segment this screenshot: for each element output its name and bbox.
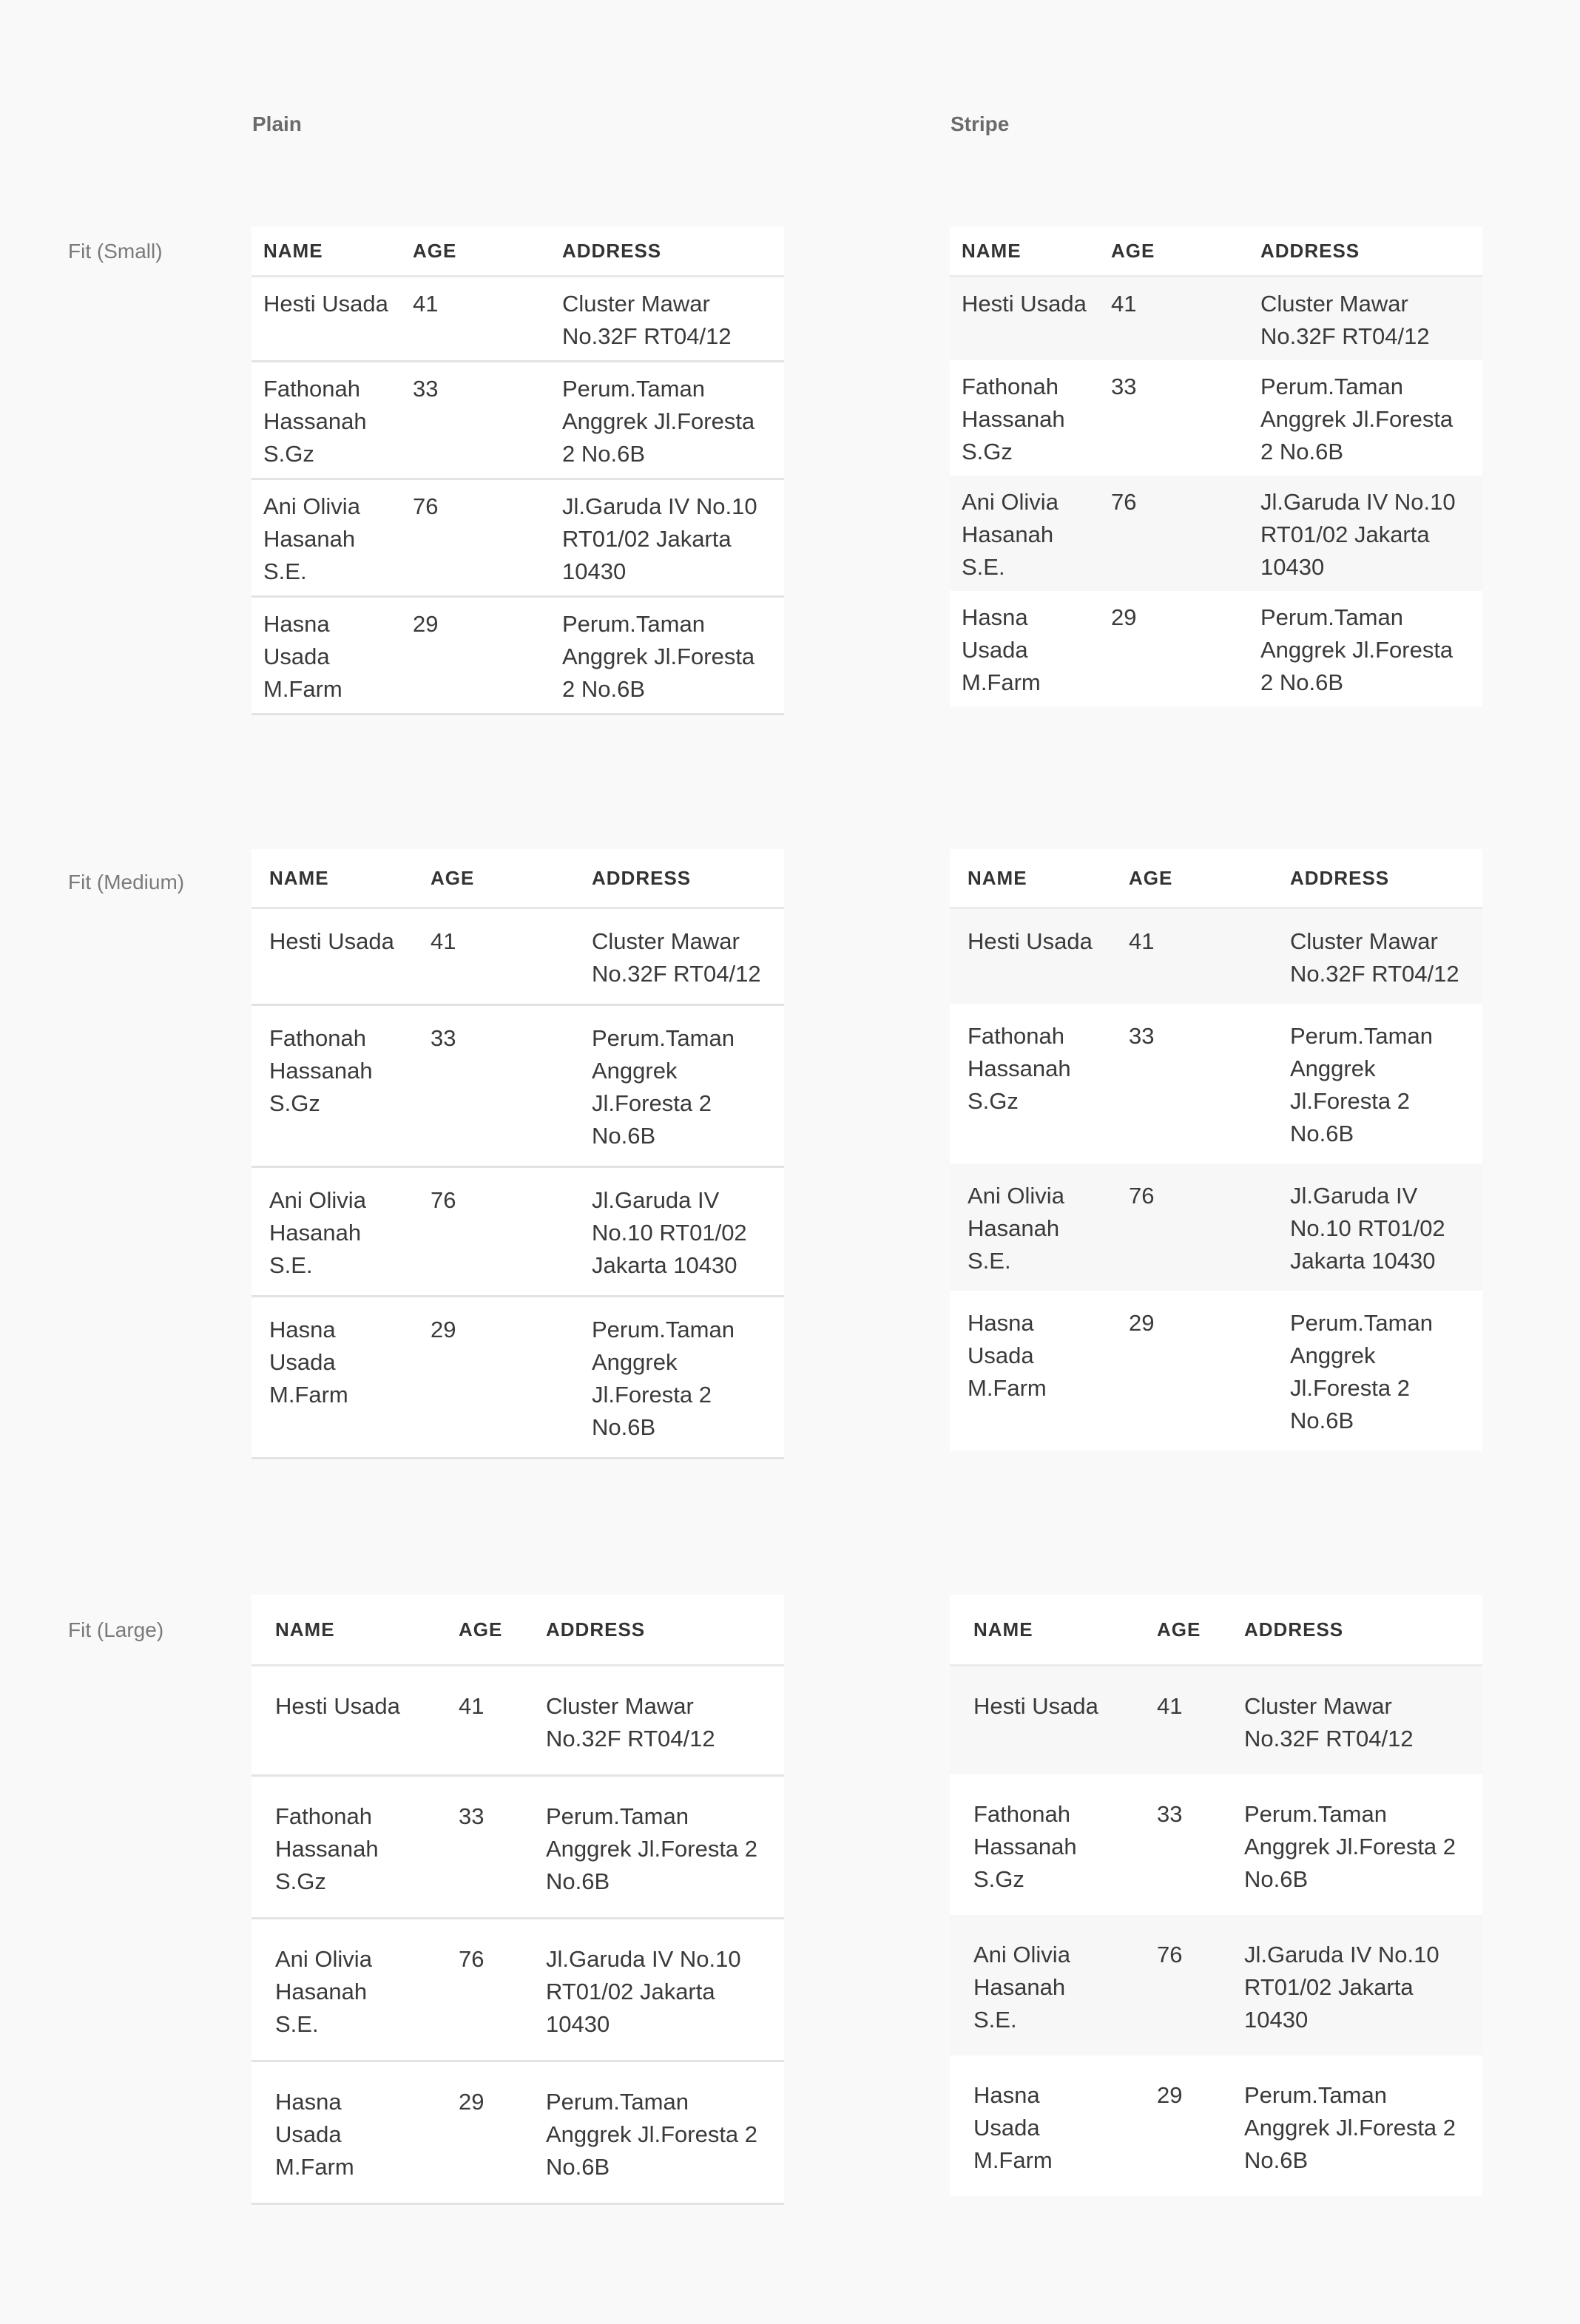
cell-addr: Perum.Taman Anggrek Jl.Foresta 2 No.6B: [562, 611, 755, 702]
table-row[interactable]: [950, 1915, 1482, 2056]
cell-age: 76: [459, 1946, 485, 1972]
row-label-large: Fit (Large): [68, 1618, 164, 1641]
cell-name: Ani Olivia Hasanah S.E.: [263, 493, 360, 584]
cell-age: 76: [1129, 1183, 1155, 1209]
cell-addr: Perum.Taman Anggrek Jl.Foresta 2 No.6B: [1260, 374, 1454, 465]
table-row[interactable]: [251, 362, 784, 479]
cell-name: Hesti Usada: [263, 291, 388, 317]
column-header-addr[interactable]: ADDRESS: [1244, 1618, 1344, 1641]
cell-name: Hesti Usada: [269, 928, 394, 954]
cell-age: 76: [1157, 1942, 1183, 1967]
column-header-age[interactable]: AGE: [413, 240, 457, 262]
table-row[interactable]: [950, 1291, 1482, 1450]
table-row[interactable]: [950, 476, 1482, 591]
cell-addr: Cluster Mawar No.32F RT04/12: [592, 928, 761, 987]
column-header-name[interactable]: NAME: [962, 240, 1022, 262]
column-header-name[interactable]: NAME: [968, 867, 1027, 889]
cell-addr: Perum.Taman Anggrek Jl.Foresta 2 No.6B: [1260, 604, 1454, 695]
table-row[interactable]: [251, 1005, 784, 1167]
table-row[interactable]: [251, 479, 784, 597]
cell-addr: Perum.Taman Anggrek Jl.Foresta 2 No.6B: [592, 1025, 735, 1149]
cell-age: 29: [431, 1317, 456, 1342]
cell-name: Ani Olivia Hasanah S.E.: [973, 1942, 1070, 2033]
cell-age: 33: [1111, 374, 1137, 399]
cell-addr: Perum.Taman Anggrek Jl.Foresta 2 No.6B: [562, 376, 755, 467]
table-row[interactable]: [251, 908, 784, 1005]
cell-addr: Jl.Garuda IV No.10 RT01/02 Jakarta 10430: [546, 1946, 741, 2037]
cell-addr: Jl.Garuda IV No.10 RT01/02 Jakarta 10430: [1260, 489, 1456, 580]
cell-name: Hesti Usada: [275, 1693, 400, 1719]
table-row[interactable]: [950, 908, 1482, 1004]
cell-addr: Perum.Taman Anggrek Jl.Foresta 2 No.6B: [546, 2089, 758, 2180]
table-row[interactable]: [950, 360, 1482, 476]
cell-name: Hasna Usada M.Farm: [962, 604, 1041, 695]
cell-addr: Jl.Garuda IV No.10 RT01/02 Jakarta 10430: [592, 1187, 747, 1278]
row-label-medium: Fit (Medium): [68, 871, 185, 894]
table-stripe-medium: [950, 849, 1482, 1450]
cell-addr: Cluster Mawar No.32F RT04/12: [546, 1693, 715, 1752]
cell-name: Ani Olivia Hasanah S.E.: [269, 1187, 366, 1278]
cell-age: 33: [431, 1025, 456, 1051]
table-header-row: [950, 849, 1482, 908]
cell-name: Hasna Usada M.Farm: [269, 1317, 348, 1408]
table-row[interactable]: [950, 1774, 1482, 1915]
column-title-plain: Plain: [252, 112, 302, 135]
column-header-addr[interactable]: ADDRESS: [1290, 867, 1390, 889]
cell-name: Hasna Usada M.Farm: [275, 2089, 354, 2180]
cell-name: Fathonah Hassanah S.Gz: [263, 376, 367, 467]
cell-addr: Perum.Taman Anggrek Jl.Foresta 2 No.6B: [546, 1803, 758, 1894]
cell-addr: Cluster Mawar No.32F RT04/12: [1260, 291, 1430, 349]
cell-addr: Cluster Mawar No.32F RT04/12: [562, 291, 732, 349]
table-row[interactable]: [251, 1666, 784, 1776]
table-plain-medium: [251, 849, 784, 1459]
table-row[interactable]: [251, 2061, 784, 2204]
cell-addr: Jl.Garuda IV No.10 RT01/02 Jakarta 10430: [1290, 1183, 1445, 1274]
cell-name: Fathonah Hassanah S.Gz: [275, 1803, 379, 1894]
cell-name: Ani Olivia Hasanah S.E.: [968, 1183, 1064, 1274]
column-header-age[interactable]: AGE: [1111, 240, 1155, 262]
cell-addr: Perum.Taman Anggrek Jl.Foresta 2 No.6B: [1244, 2082, 1456, 2173]
cell-age: 41: [1157, 1693, 1183, 1719]
table-plain-large: [251, 1595, 784, 2205]
cell-addr: Perum.Taman Anggrek Jl.Foresta 2 No.6B: [592, 1317, 735, 1440]
cell-age: 29: [1129, 1310, 1155, 1336]
cell-age: 33: [413, 376, 439, 402]
cell-age: 33: [459, 1803, 485, 1829]
cell-name: Fathonah Hassanah S.Gz: [962, 374, 1065, 465]
cell-name: Hasna Usada M.Farm: [973, 2082, 1053, 2173]
table-row[interactable]: [251, 597, 784, 715]
cell-age: 41: [459, 1693, 485, 1719]
column-header-name[interactable]: NAME: [275, 1618, 335, 1641]
table-stripe-small: [950, 226, 1482, 706]
cell-name: Fathonah Hassanah S.Gz: [269, 1025, 373, 1116]
cell-name: Hasna Usada M.Farm: [263, 611, 342, 702]
cell-addr: Perum.Taman Anggrek Jl.Foresta 2 No.6B: [1290, 1023, 1433, 1146]
cell-name: Ani Olivia Hasanah S.E.: [275, 1946, 372, 2037]
table-row[interactable]: [950, 2056, 1482, 2196]
table-row[interactable]: [950, 1666, 1482, 1775]
table-row[interactable]: [950, 591, 1482, 706]
cell-age: 29: [459, 2089, 485, 2115]
table-header-row: [950, 226, 1482, 277]
cell-addr: Cluster Mawar No.32F RT04/12: [1244, 1693, 1414, 1752]
column-header-age[interactable]: AGE: [1129, 867, 1173, 889]
table-header-row: [950, 1595, 1482, 1666]
cell-age: 29: [413, 611, 439, 637]
cell-age: 29: [1157, 2082, 1183, 2108]
table-row[interactable]: [251, 1297, 784, 1459]
cell-age: 76: [413, 493, 439, 519]
row-label-small: Fit (Small): [68, 240, 163, 263]
cell-age: 41: [413, 291, 439, 317]
cell-name: Hesti Usada: [973, 1693, 1098, 1719]
column-header-addr[interactable]: ADDRESS: [1260, 240, 1360, 262]
cell-name: Hesti Usada: [968, 928, 1093, 954]
table-row[interactable]: [251, 1167, 784, 1297]
column-header-age[interactable]: AGE: [459, 1618, 503, 1641]
cell-age: 76: [431, 1187, 456, 1213]
table-row[interactable]: [251, 277, 784, 362]
table-row[interactable]: [950, 1163, 1482, 1291]
cell-age: 33: [1129, 1023, 1155, 1049]
column-header-addr[interactable]: ADDRESS: [546, 1618, 646, 1641]
column-header-addr[interactable]: ADDRESS: [592, 867, 692, 889]
table-row[interactable]: [950, 1004, 1482, 1163]
cell-name: Fathonah Hassanah S.Gz: [968, 1023, 1071, 1114]
column-header-name[interactable]: NAME: [973, 1618, 1033, 1641]
column-header-age[interactable]: AGE: [1157, 1618, 1201, 1641]
table-header-row: [251, 849, 784, 908]
table-stripe-large: [950, 1595, 1482, 2196]
cell-age: 76: [1111, 489, 1137, 515]
table-header-row: [251, 1595, 784, 1666]
cell-age: 41: [431, 928, 456, 954]
cell-addr: Jl.Garuda IV No.10 RT01/02 Jakarta 10430: [1244, 1942, 1439, 2033]
cell-age: 41: [1129, 928, 1155, 954]
cell-age: 41: [1111, 291, 1137, 317]
column-header-name[interactable]: NAME: [269, 867, 329, 889]
cell-name: Ani Olivia Hasanah S.E.: [962, 489, 1059, 580]
cell-addr: Jl.Garuda IV No.10 RT01/02 Jakarta 10430: [562, 493, 757, 584]
column-header-name[interactable]: NAME: [263, 240, 323, 262]
cell-name: Hasna Usada M.Farm: [968, 1310, 1047, 1401]
cell-addr: Perum.Taman Anggrek Jl.Foresta 2 No.6B: [1290, 1310, 1433, 1433]
cell-name: Hesti Usada: [962, 291, 1087, 317]
cell-name: Fathonah Hassanah S.Gz: [973, 1801, 1077, 1892]
cell-age: 29: [1111, 604, 1137, 630]
column-title-stripe: Stripe: [951, 112, 1010, 135]
table-header-row: [251, 226, 784, 277]
column-header-addr[interactable]: ADDRESS: [562, 240, 662, 262]
table-row[interactable]: [251, 1919, 784, 2061]
table-plain-small: [251, 226, 784, 715]
cell-addr: Cluster Mawar No.32F RT04/12: [1290, 928, 1459, 987]
table-row[interactable]: [251, 1776, 784, 1919]
cell-addr: Perum.Taman Anggrek Jl.Foresta 2 No.6B: [1244, 1801, 1456, 1892]
cell-age: 33: [1157, 1801, 1183, 1827]
table-row[interactable]: [950, 277, 1482, 361]
column-header-age[interactable]: AGE: [431, 867, 475, 889]
